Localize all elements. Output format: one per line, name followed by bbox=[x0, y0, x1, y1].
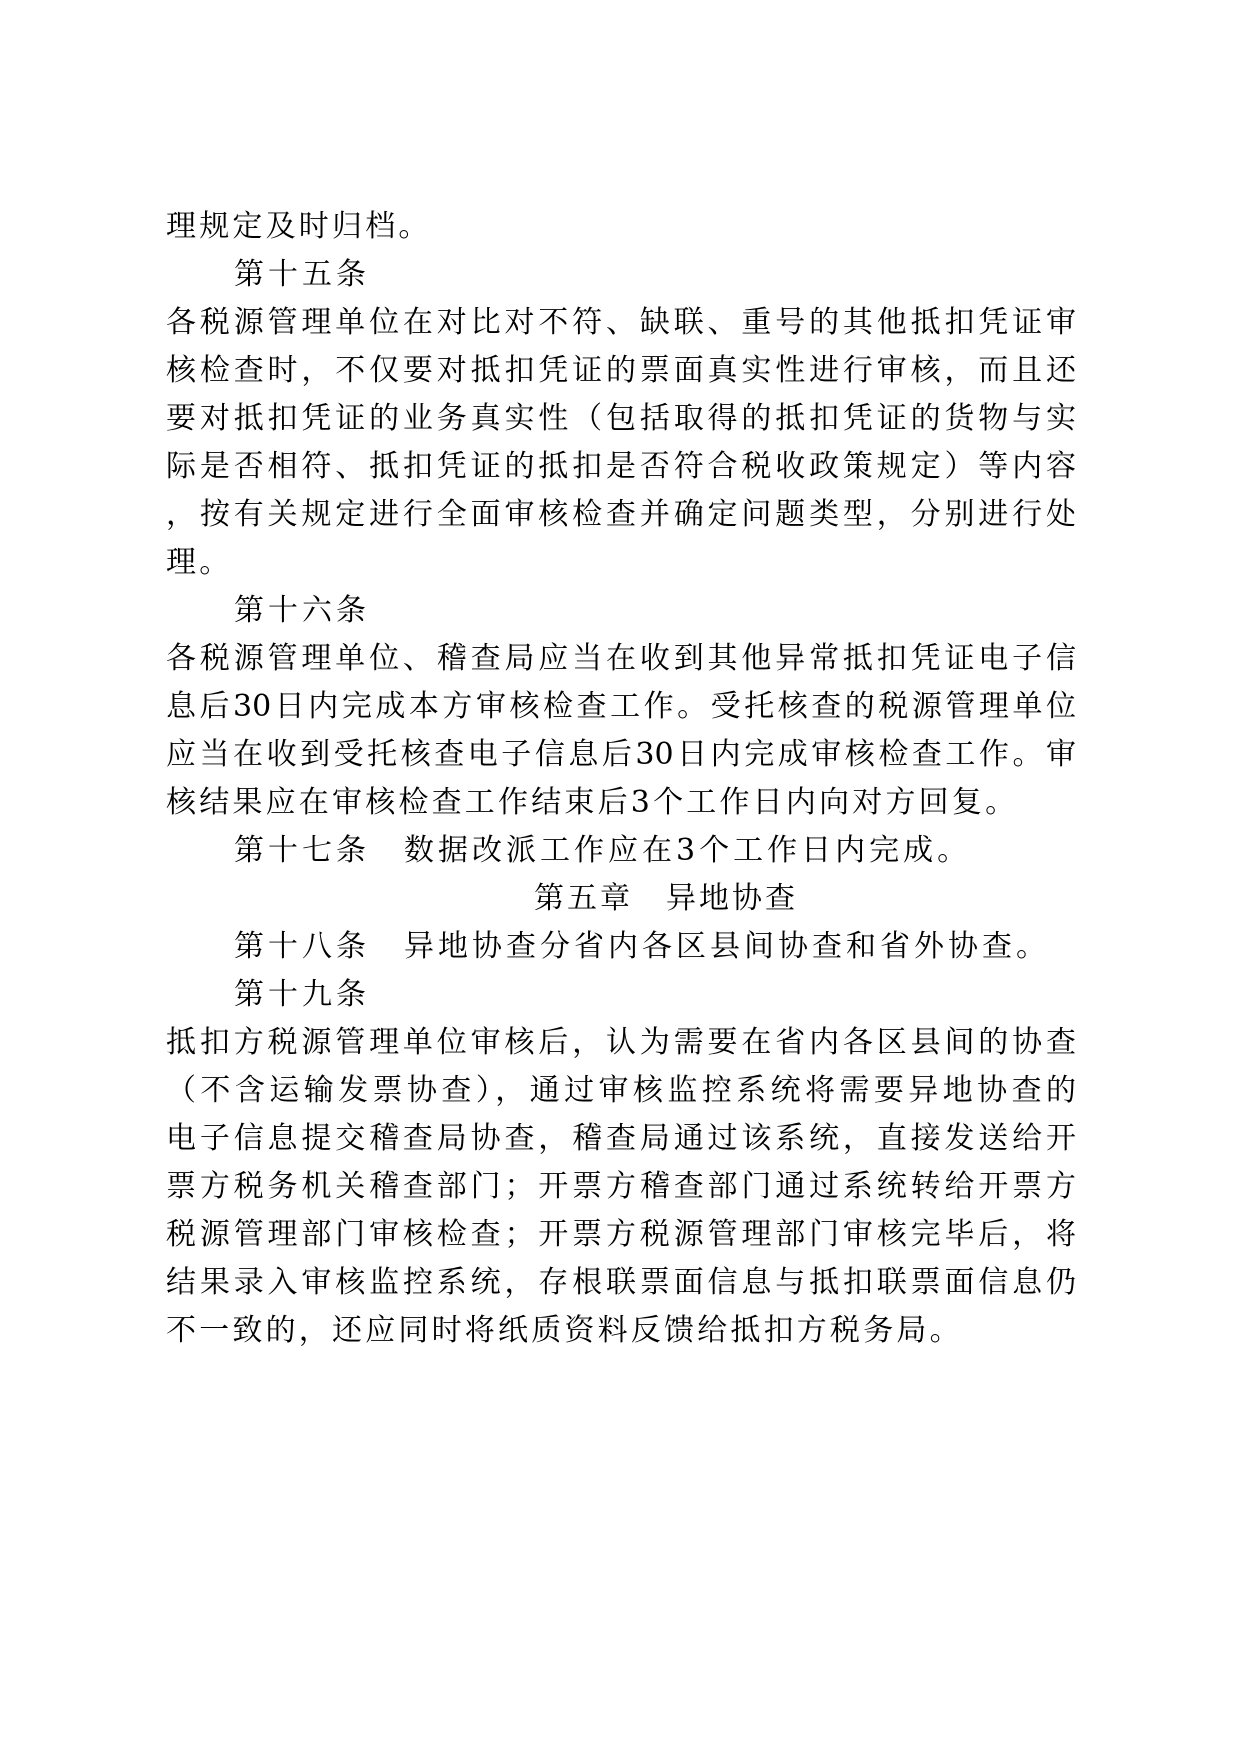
article-heading: 第十六条 bbox=[234, 593, 370, 628]
article-paragraph: 第十八条 异地协查分省内各区县间协查和省外协查。 bbox=[234, 929, 1050, 964]
chapter-heading: 第五章 异地协查 bbox=[534, 881, 798, 916]
article-heading: 第十五条 bbox=[234, 257, 370, 292]
paragraph-line: 核检查时，不仅要对抵扣凭证的票面真实性进行审核，而且还 bbox=[166, 353, 1076, 388]
paragraph-line: 息后30日内完成本方审核检查工作。受托核查的税源管理单位 bbox=[166, 689, 1076, 724]
paragraph-line: 各税源管理单位在对比对不符、缺联、重号的其他抵扣凭证审 bbox=[166, 305, 1076, 340]
article-heading: 第十九条 bbox=[234, 977, 370, 1012]
paragraph-line: 税源管理部门审核检查；开票方税源管理部门审核完毕后，将 bbox=[166, 1217, 1076, 1252]
paragraph-line: 不一致的，还应同时将纸质资料反馈给抵扣方税务局。 bbox=[166, 1313, 963, 1348]
paragraph-line: （不含运输发票协查），通过审核监控系统将需要异地协查的 bbox=[166, 1073, 1076, 1108]
paragraph-line: 要对抵扣凭证的业务真实性（包括取得的抵扣凭证的货物与实 bbox=[166, 401, 1076, 436]
paragraph-line: 核结果应在审核检查工作结束后3个工作日内向对方回复。 bbox=[166, 785, 1019, 820]
paragraph-line: ，按有关规定进行全面审核检查并确定问题类型，分别进行处 bbox=[166, 497, 1076, 532]
paragraph-line: 应当在收到受托核查电子信息后30日内完成审核检查工作。审 bbox=[166, 737, 1076, 772]
paragraph-line: 理。 bbox=[166, 545, 233, 580]
paragraph-line: 票方税务机关稽查部门；开票方稽查部门通过系统转给开票方 bbox=[166, 1169, 1076, 1204]
paragraph-line: 理规定及时归档。 bbox=[166, 209, 432, 244]
paragraph-line: 各税源管理单位、稽查局应当在收到其他异常抵扣凭证电子信 bbox=[166, 641, 1076, 676]
paragraph-line: 电子信息提交稽查局协查，稽查局通过该系统，直接发送给开 bbox=[166, 1121, 1076, 1156]
article-paragraph: 第十七条 数据改派工作应在3个工作日内完成。 bbox=[234, 833, 972, 868]
paragraph-line: 结果录入审核监控系统，存根联票面信息与抵扣联票面信息仍 bbox=[166, 1265, 1076, 1300]
paragraph-line: 际是否相符、抵扣凭证的抵扣是否符合税收政策规定）等内容 bbox=[166, 449, 1076, 484]
paragraph-line: 抵扣方税源管理单位审核后，认为需要在省内各区县间的协查 bbox=[166, 1025, 1076, 1060]
